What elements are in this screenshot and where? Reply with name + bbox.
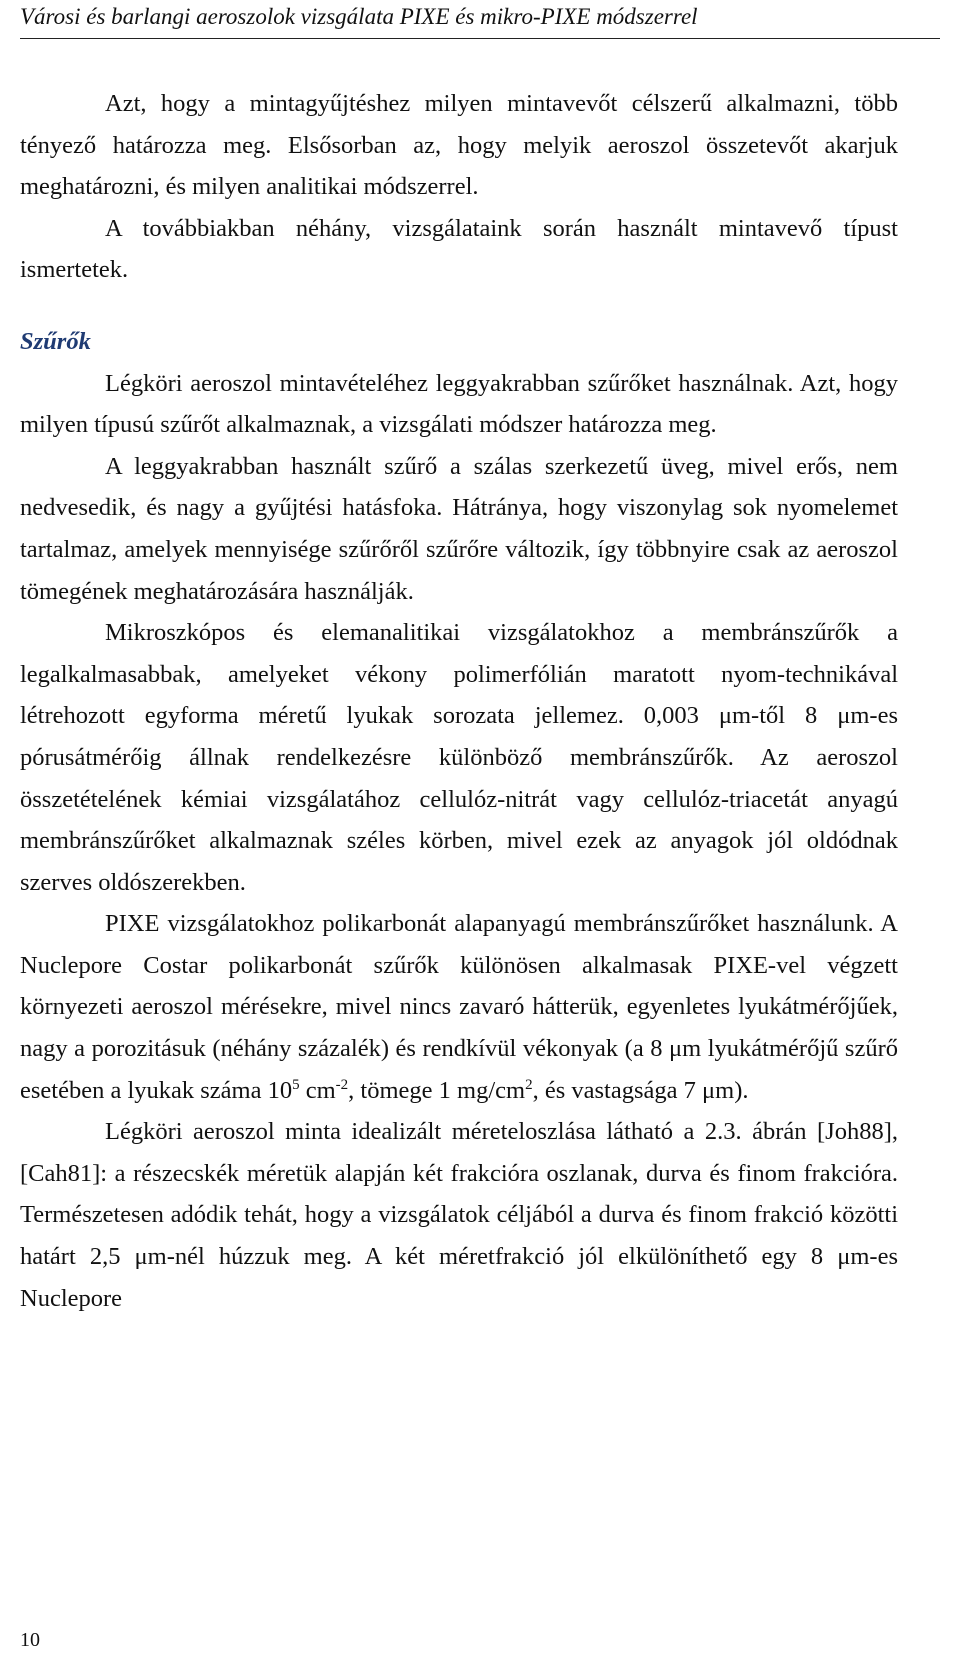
- superscript-exponent: -2: [335, 1076, 349, 1093]
- running-header: [20, 2, 940, 39]
- page-body: [20, 83, 898, 1319]
- paragraph-intro-2: A továbbiakban néhány, vizsgálataink során használt mintavevő típust ismertetek.: [20, 214, 898, 284]
- paragraph-4-end: , és vastagsága 7 μm).: [532, 1076, 749, 1104]
- superscript-exponent: 2: [525, 1076, 533, 1093]
- paragraph-2: A leggyakrabban használt szűrő a szálas szerkezetű üveg, mivel erős, nem nedvesedik, és nagy a gyűjtési hatásfoka. Hátránya, hogy viszonylag sok nyomelemet tartalmaz, amelyek mennyisége szűrőről szűrőre változik, így többnyire csak az aeroszol tömegének meghatározására használják.: [20, 452, 898, 605]
- paragraph-5: Légköri aeroszol minta idealizált méreteloszlása látható a 2.3. ábrán [Joh88], [Cah81]: a részecskék méretük alapján két frakcióra oszlanak, durva és finom frakcióra. Természetesen adódik tehát, hogy a vizsgálatok céljából a durva és finom frakció közötti határt 2,5 μm-nél húzzuk meg. A két méretfrakció jól elkülöníthető egy 8 μm-es Nuclepore: [20, 1118, 898, 1312]
- superscript-exponent: 5: [292, 1076, 300, 1093]
- page-number: 10: [20, 1629, 40, 1651]
- document-title: Városi és barlangi aeroszolok vizsgálata PIXE és mikro-PIXE módszerrel: [20, 4, 698, 29]
- paragraph-4-unit: cm: [299, 1076, 336, 1104]
- paragraph-3: Mikroszkópos és elemanalitikai vizsgálatokhoz a membránszűrők a legalkalmasabbak, amelyeket vékony polimerfólián maratott nyom-technikával létrehozott egyforma méretű lyukak sorozata jellemez. 0,003 μm-től 8 μm-es pórusátmérőig állnak rendelkezésre különböző membránszűrők. Az aeroszol összetételének kémiai vizsgálatához cellulóz-nitrát vagy cellulóz-triacetát anyagú membránszűrőket alkalmaznak széles körben, mivel ezek az anyagok jól oldódnak szerves oldószerekben.: [20, 619, 898, 896]
- paragraph-intro: Azt, hogy a mintagyűjtéshez milyen mintavevőt célszerű alkalmazni, több tényező határozza meg. Elsősorban az, hogy melyik aeroszol összetevőt akarjuk meghatározni, és milyen analitikai módszerrel.: [20, 90, 898, 201]
- paragraph-4-main: PIXE vizsgálatokhoz polikarbonát alapanyagú membránszűrőket használunk. A Nuclepore Costar polikarbonát szűrők különösen alkalmasak PIXE-vel végzett környezeti aeroszol mérésekre, mivel nincs zavaró hátterük, egyenletes lyukátmérőjűek, nagy a porozitásuk (néhány százalék) és rendkívül vékonyak (a 8 μm lyukátmérőjű szűrő esetében a lyukak száma 10: [20, 910, 898, 1104]
- paragraph-4: [20, 903, 898, 1111]
- paragraph-1: Légköri aeroszol mintavételéhez leggyakrabban szűrőket használnak. Azt, hogy milyen típusú szűrőt alkalmaznak, a vizsgálati módszer határozza meg.: [20, 369, 898, 439]
- section-heading: Szűrők: [20, 327, 91, 355]
- paragraph-4-mass: , tömege 1 mg/cm: [348, 1076, 526, 1104]
